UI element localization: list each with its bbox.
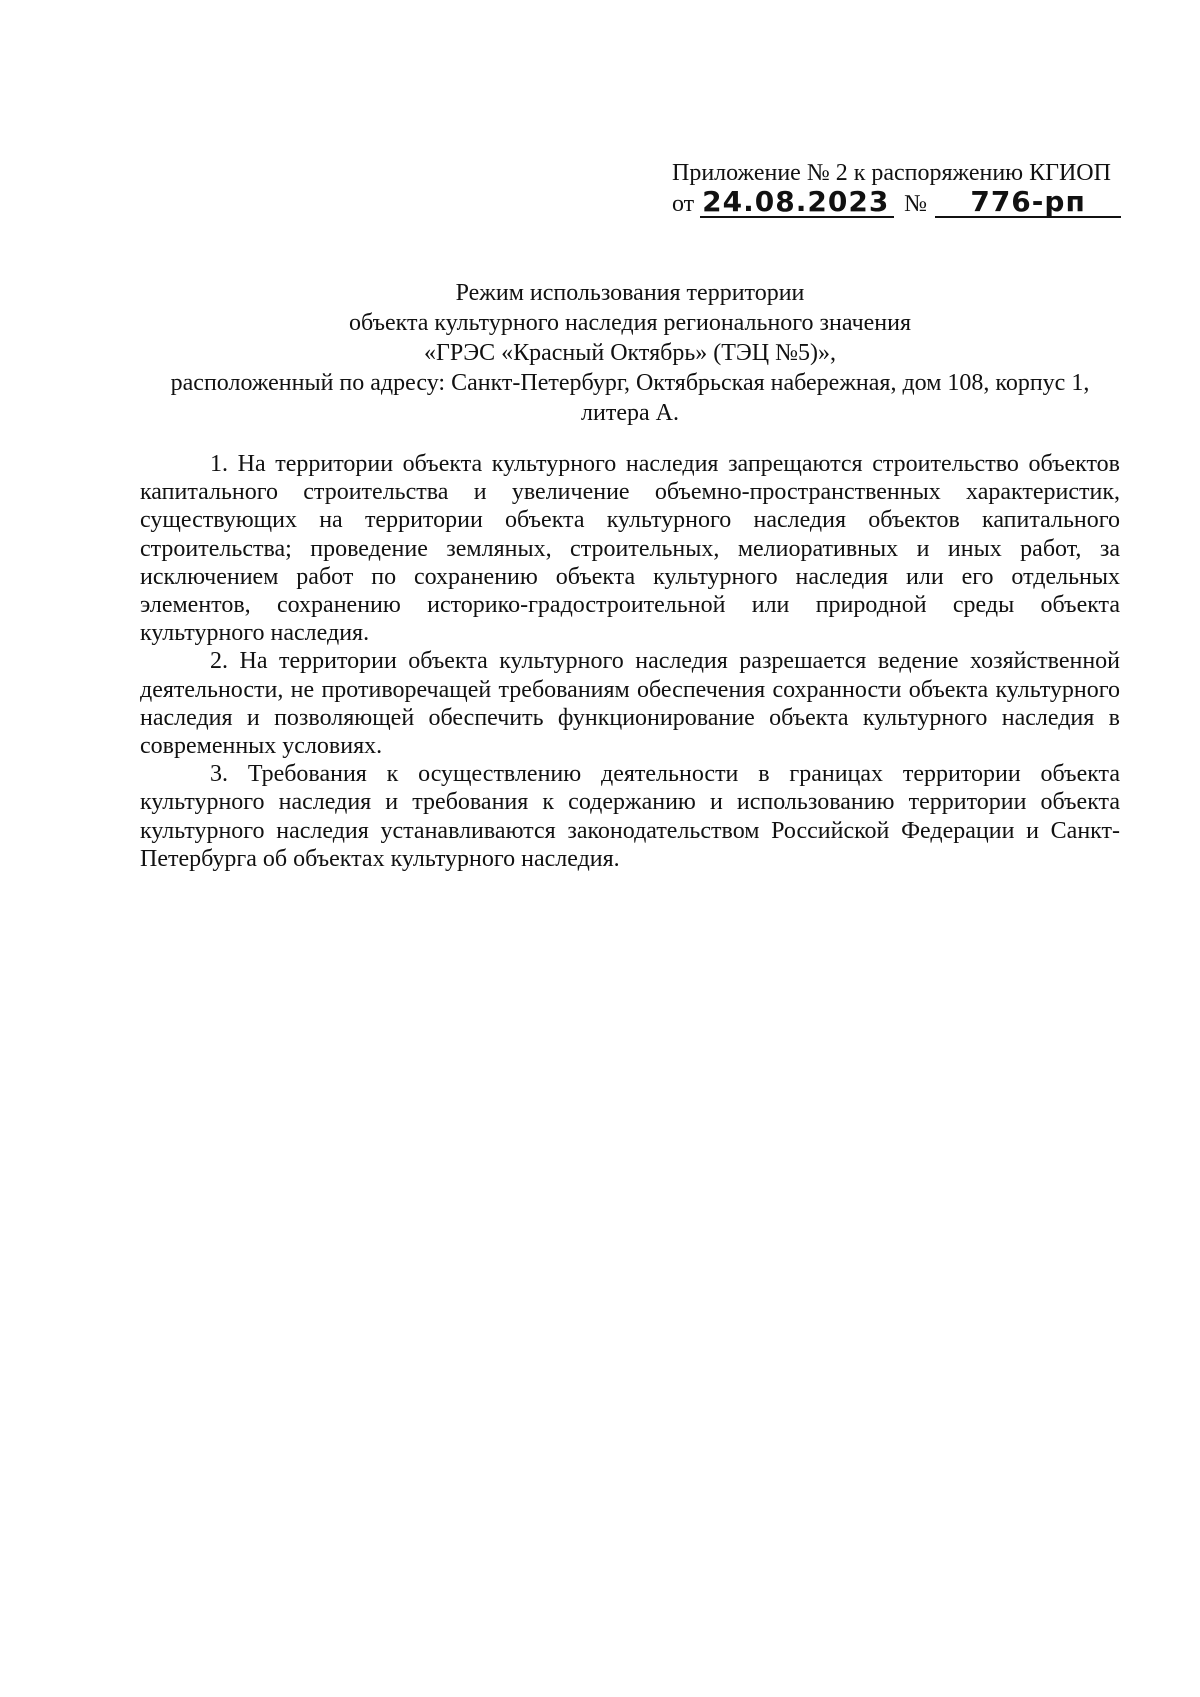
number-sign: № bbox=[904, 191, 928, 217]
document-title bbox=[140, 278, 1120, 428]
paragraph-1: 1. На территории объекта культурного наследия запрещаются строительство объектов капитального строительства и увеличение объемно-пространственных характеристик, существующих на территории объекта культурного наследия объектов капитального строительства; проведение земляных, строительных, мелиоративных и иных работ, за исключением работ по сохранению объекта культурного наследия или его отдельных элементов, сохранению историко-градостроительной или природной среды объекта культурного наследия. bbox=[140, 451, 1120, 647]
order-date-number-line bbox=[672, 185, 1132, 222]
date-prefix: от bbox=[672, 191, 695, 217]
title-line: Режим использования территории bbox=[455, 280, 805, 306]
handwritten-order-number: 776-рп bbox=[935, 188, 1121, 218]
title-line: «ГРЭС «Красный Октябрь» (ТЭЦ №5)», bbox=[424, 340, 836, 366]
appendix-header bbox=[672, 158, 1132, 222]
title-line: объекта культурного наследия регионального значения bbox=[348, 310, 912, 336]
title-line: литера А. bbox=[581, 400, 679, 426]
paragraph-2: 2. На территории объекта культурного наследия разрешается ведение хозяйственной деятельности, не противоречащей требованиям обеспечения сохранности объекта культурного наследия и позволяющей обеспечить функционирование объекта культурного наследия в современных условиях. bbox=[140, 648, 1120, 760]
document-body bbox=[140, 450, 1120, 873]
appendix-reference: Приложение № 2 к распоряжению КГИОП bbox=[672, 160, 1111, 186]
handwritten-date: 24.08.2023 bbox=[700, 188, 894, 218]
title-line: расположенный по адресу: Санкт-Петербург, Октябрьская набережная, дом 108, корпус 1, bbox=[170, 370, 1090, 396]
paragraph-3: 3. Требования к осуществлению деятельности в границах территории объекта культурного наследия и требования к содержанию и использованию территории объекта культурного наследия устанавливаются законодательством Российской Федерации и Санкт-Петербурга об объектах культурного наследия. bbox=[140, 761, 1120, 872]
